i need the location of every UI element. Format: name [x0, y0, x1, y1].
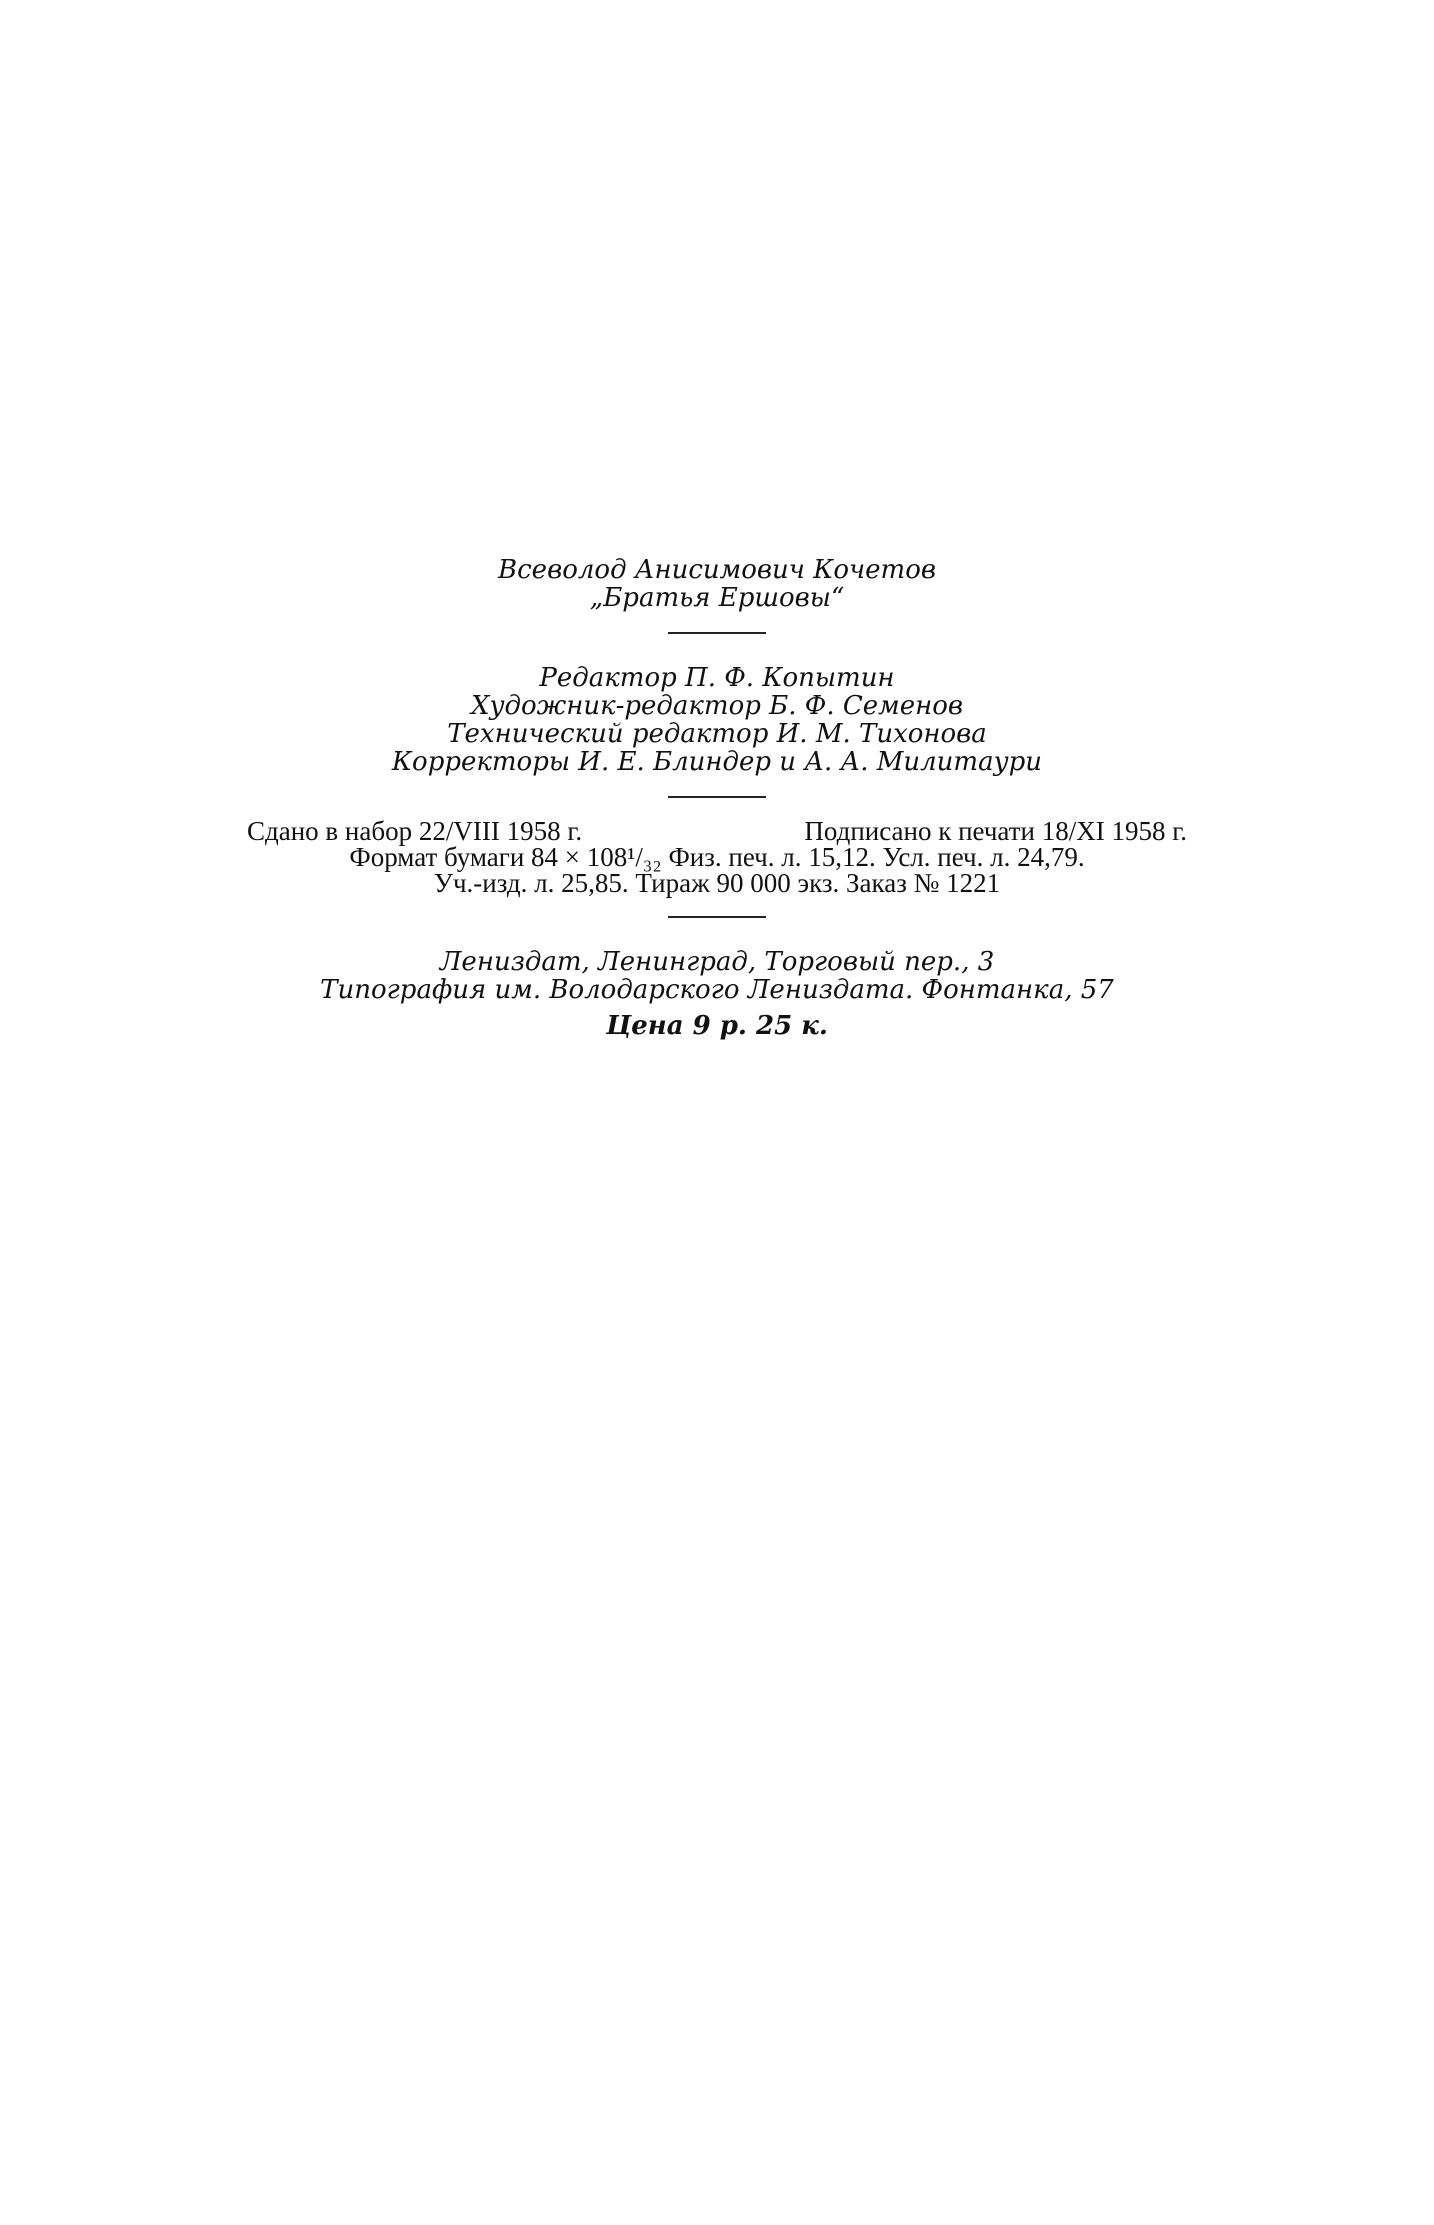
price: Цена 9 р. 25 к. — [606, 1011, 828, 1041]
print-info-block — [0, 818, 1434, 896]
paper-format-line: Формат бумаги 84 × 108¹/₃₂ Физ. печ. л. 15,12. Усл. печ. л. 24,79. — [349, 842, 1085, 872]
book-title: „Братья Ершовы“ — [589, 583, 845, 613]
author-name: Всеволод Анисимович Кочетов — [498, 555, 936, 585]
credit-proofreaders: Корректоры И. Е. Блиндер и А. А. Милитаури — [391, 747, 1043, 777]
typeset-date: Сдано в набор 22/VIII 1958 г. — [247, 816, 583, 846]
colophon — [0, 556, 1434, 1040]
publisher-block — [0, 948, 1434, 1040]
printing-house: Типография им. Володарского Лениздата. Фонтанка, 57 — [320, 975, 1114, 1005]
credit-technical-editor: Технический редактор И. М. Тихонова — [447, 719, 987, 749]
print-run-line: Уч.-изд. л. 25,85. Тираж 90 000 экз. Заказ № 1221 — [433, 868, 1001, 898]
credit-art-editor: Художник-редактор Б. Ф. Семенов — [470, 691, 964, 721]
print-info-row-1 — [247, 818, 1187, 844]
signed-to-print-date: Подписано к печати 18/XI 1958 г. — [804, 816, 1187, 846]
credit-editor: Редактор П. Ф. Копытин — [539, 663, 895, 693]
credits-block — [0, 664, 1434, 776]
publisher-address: Лениздат, Ленинград, Торговый пер., 3 — [439, 947, 995, 977]
